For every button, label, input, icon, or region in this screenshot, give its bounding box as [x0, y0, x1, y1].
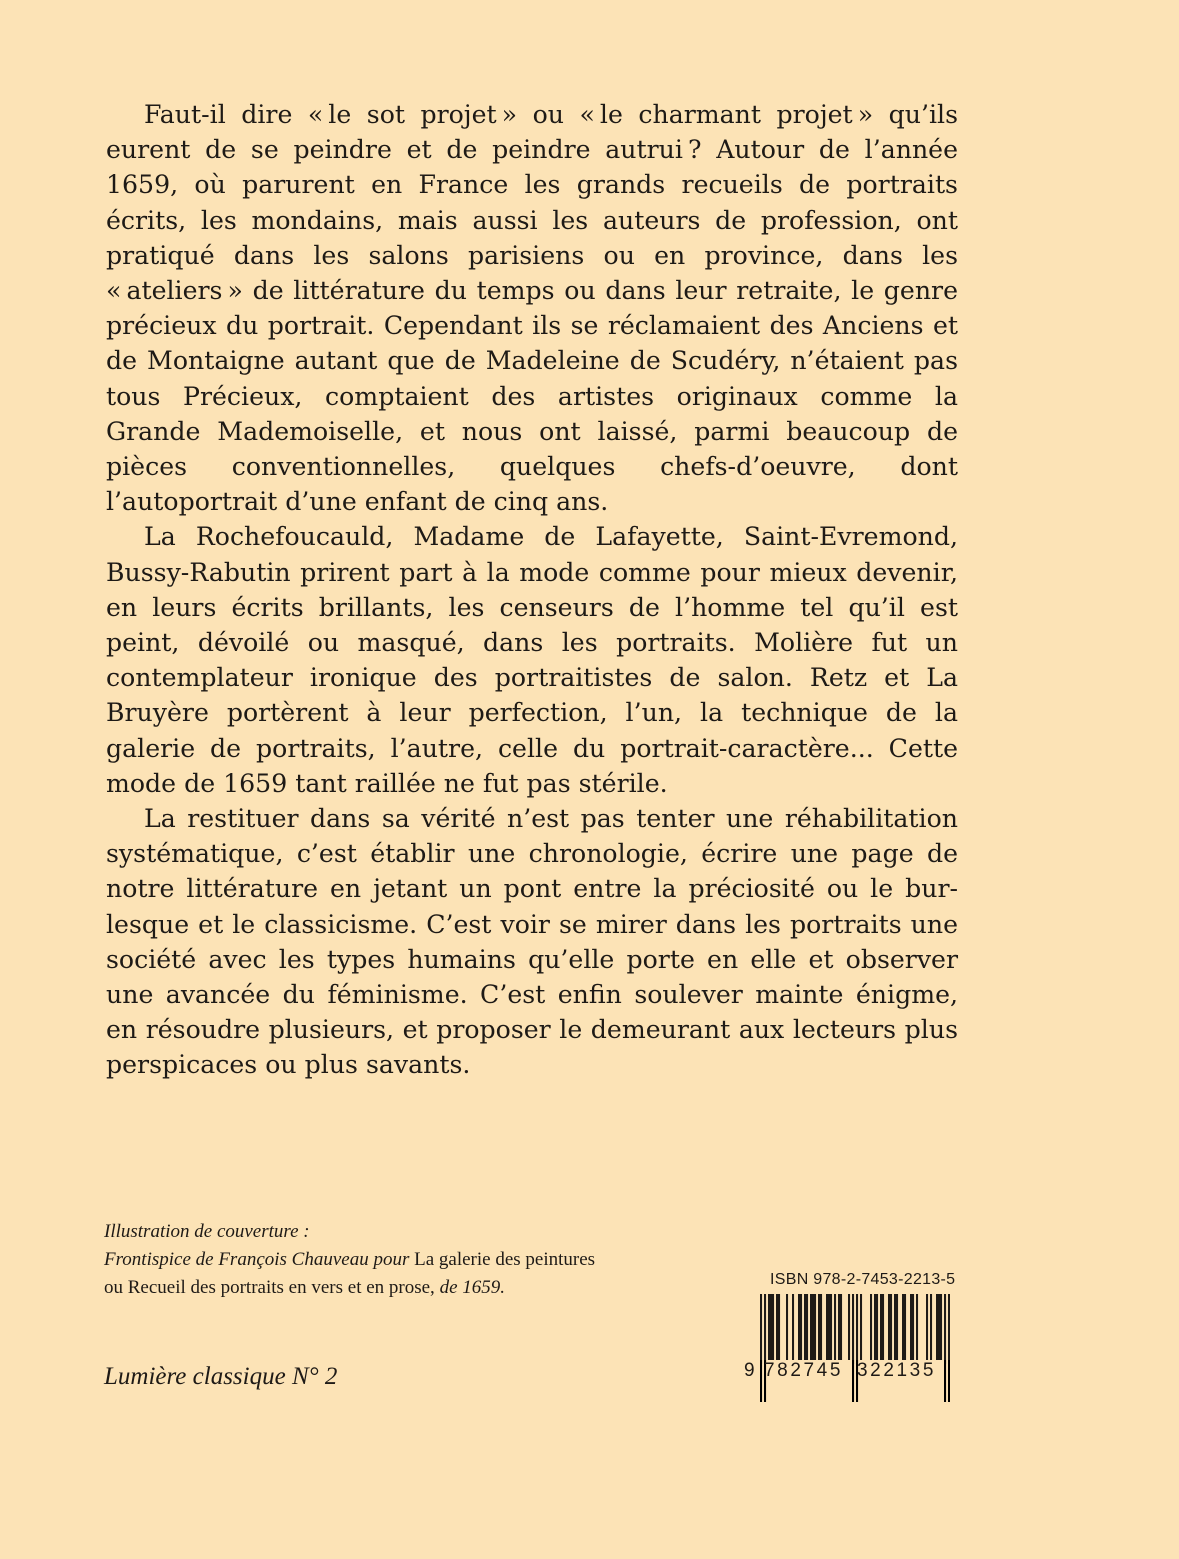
barcode-bar — [840, 1294, 842, 1360]
barcode-bar — [810, 1294, 812, 1360]
barcode-bar — [912, 1294, 914, 1360]
credit-title-part-1: La galerie des peintures — [409, 1249, 596, 1270]
barcode-bar — [876, 1294, 878, 1360]
barcode-bar — [818, 1294, 820, 1360]
barcode-bar — [926, 1294, 928, 1360]
barcode-bar — [806, 1294, 808, 1360]
barcode-bar — [776, 1294, 778, 1360]
barcode-bar — [890, 1294, 892, 1360]
barcode-bar — [874, 1294, 876, 1360]
barcode-bar — [814, 1294, 816, 1360]
barcode-bar — [768, 1294, 770, 1360]
barcode-bar — [904, 1294, 906, 1360]
series-title: Lumière classique N° 2 — [104, 1363, 338, 1390]
barcode-bar — [938, 1294, 940, 1360]
barcode-bar — [828, 1294, 830, 1360]
cover-illustration-credit — [104, 1218, 724, 1302]
barcode-guard-bar — [760, 1360, 762, 1402]
credit-heading: Illustration de couverture : — [104, 1221, 310, 1242]
credit-line-2 — [104, 1246, 724, 1274]
barcode-bar — [830, 1294, 832, 1360]
barcode-bar — [940, 1294, 942, 1360]
barcode-bar — [888, 1294, 890, 1360]
barcode-bar — [826, 1294, 828, 1360]
barcode-bar — [820, 1294, 822, 1360]
barcode-bar — [792, 1294, 794, 1360]
ean-right-group: 322135 — [857, 1360, 937, 1381]
barcode-bar — [804, 1294, 806, 1360]
barcode-guard-bar — [948, 1360, 950, 1402]
barcode-bar — [860, 1294, 862, 1360]
paragraph-3: La restituer dans sa vérité n’est pas tenter une réhabilitation systématique, c’est établir une chronologie, écrire une page de notre littérature en jetant un pont entre la préciosité ou le burlesque et le classicisme. C’est voir se mirer dans les portraits une société avec les types humains qu’elle porte en elle et observer une avancée du féminisme. C’est enfin soulever mainte énigme, en résoudre plusieurs, et proposer le demeurant aux lecteurs plus perspicaces ou plus savants. — [106, 804, 958, 1080]
barcode-bar — [902, 1294, 904, 1360]
barcode-guard-bar — [944, 1360, 946, 1402]
barcode-bar — [800, 1294, 802, 1360]
barcode-bar — [930, 1294, 932, 1360]
barcode-bar — [778, 1294, 780, 1360]
credit-year: de 1659. — [434, 1277, 505, 1298]
credit-title-part-2: ou Recueil des portraits en vers et en prose, — [104, 1277, 435, 1298]
barcode-bar — [838, 1294, 840, 1360]
ean-left-group: 782745 — [764, 1360, 844, 1381]
barcode-bar — [894, 1294, 896, 1360]
barcode-bar — [848, 1294, 850, 1360]
credit-line-3 — [104, 1274, 724, 1302]
barcode-guard-bar — [852, 1360, 854, 1402]
isbn-label: ISBN 978-2-7453-2213-5 — [770, 1271, 956, 1288]
back-cover-text — [106, 97, 958, 1083]
credit-frontispiece: Frontispice de François Chauveau pour — [104, 1249, 410, 1270]
barcode-bar — [910, 1294, 912, 1360]
isbn-barcode — [760, 1294, 950, 1402]
barcode-bar — [798, 1294, 800, 1360]
paragraph-1: Faut-il dire « le sot projet » ou « le charmant projet » qu’ils eurent de se peindre et de peindre autrui ? Autour de l’année 1659, où parurent en France les grands recueils de portraits écrits, les mondains, mais aussi les auteurs de profession, ont pratiqué dans les salons parisiens ou en province, dans les « ateliers » de littérature du temps ou dans leur retraite, le genre précieux du portrait. Cependant ils se réclamaient des Anciens et de Montaigne autant que de Madeleine de Scudéry, n’étaient pas tous Précieux, comptaient des artistes originaux comme la Grande Mademoiselle, et nous ont laissé, parmi beaucoup de pièces conventionnelles, quelques chefs-d’oeuvre, dont l’autoportrait d’une enfant de cinq ans. — [106, 100, 958, 517]
barcode-bar — [834, 1294, 836, 1360]
barcode-bar — [936, 1294, 938, 1360]
barcode-bar — [880, 1294, 882, 1360]
barcode-bar — [896, 1294, 898, 1360]
barcode-bar — [786, 1294, 788, 1360]
barcode-bar — [870, 1294, 872, 1360]
barcode-bar — [916, 1294, 918, 1360]
barcode-bar — [812, 1294, 814, 1360]
ean-first-digit: 9 — [744, 1360, 755, 1381]
barcode-bar — [770, 1294, 772, 1360]
barcode-bar — [772, 1294, 774, 1360]
barcode-bar — [882, 1294, 884, 1360]
paragraph-2: La Rochefoucauld, Madame de Lafayette, Saint-Evremond, Bussy-Rabutin prirent part à la mode comme pour mieux devenir, en leurs écrits brillants, les censeurs de l’homme tel qu’il est peint, dévoilé ou masqué, dans les portraits. Molière fut un contemplateur ironique des portraitistes de salon. Retz et La Bruyère portèrent à leur perfection, l’un, la technique de la galerie de portraits, l’autre, celle du portrait-caractère... Cette mode de 1659 tant raillée ne fut pas stérile. — [106, 522, 958, 798]
